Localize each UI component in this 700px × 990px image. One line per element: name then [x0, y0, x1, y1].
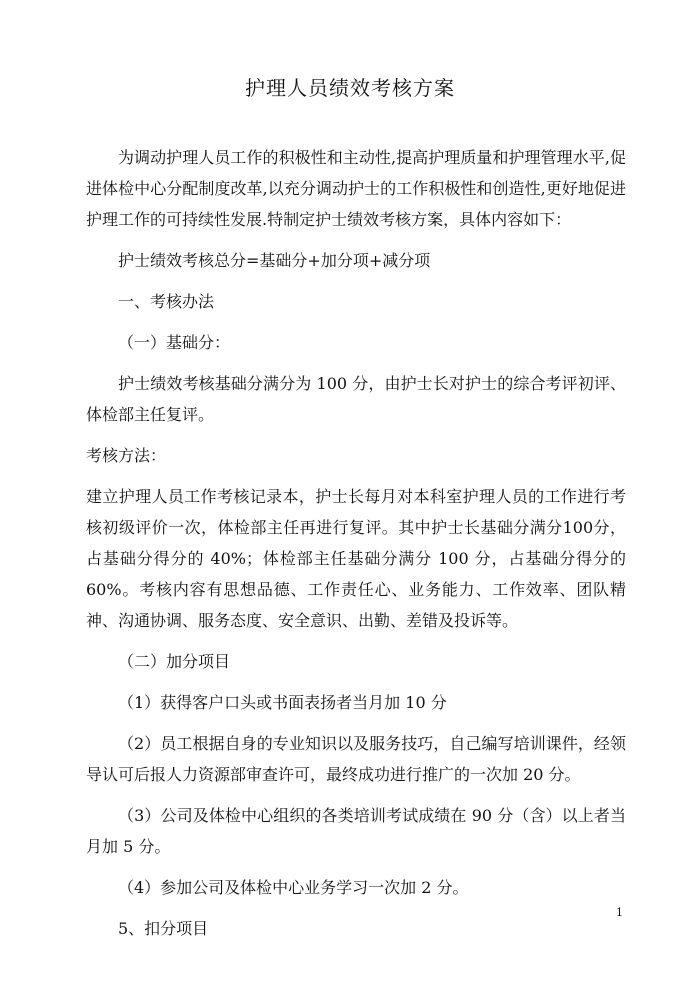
bonus-item-1: （1）获得客户口头或书面表扬者当月加 10 分	[118, 693, 447, 712]
method-label: 考核方法：	[86, 446, 167, 465]
page-number: 1	[616, 906, 623, 919]
subsection-heading-bonus-items: （二）加分项目	[118, 652, 231, 671]
intro-paragraph: 为调动护理人员工作的积极性和主动性,提高护理质量和护理管理水平,促进体检中心分配制度改革,以充分调动护士的工作积极性和创造性,更好地促进护理工作的可持续性发展.特制定护士绩效考核方案，具体内容如下：	[86, 148, 626, 229]
document-title: 护理人员绩效考核方案	[245, 76, 455, 100]
bonus-item-4: （4）参加公司及体检中心业务学习一次加 2 分。	[118, 878, 469, 897]
subsection-heading-base-score: （一）基础分：	[118, 333, 231, 352]
bonus-item-2: （2）员工根据自身的专业知识以及服务技巧，自己编写培训课件，经领导认可后报人力资源部审查许可，最终成功进行推广的一次加 20 分。	[86, 734, 626, 784]
method-paragraph: 建立护理人员工作考核记录本，护士长每月对本科室护理人员的工作进行考核初级评价一次，体检部主任再进行复评。其中护士长基础分满分100分，占基础分得分的 40%；体检部主任基础分满分 100 分，占基础分得分的 60%。考核内容有思想品德、工作责任心、业务能力、工作效率、团队精神、沟通协调、服务态度、安全意识、出勤、差错及投诉等。	[86, 487, 626, 630]
section-heading-deduction-items: 5、扣分项目	[118, 919, 209, 938]
section-heading-assessment-method: 一、考核办法	[118, 292, 215, 311]
score-formula: 护士绩效考核总分=基础分+加分项+减分项	[118, 251, 431, 270]
base-score-paragraph: 护士绩效考核基础分满分为 100 分，由护士长对护士的综合考评初评、体检部主任复评。	[86, 374, 626, 424]
bonus-item-3: （3）公司及体检中心组织的各类培训考试成绩在 90 分（含）以上者当月加 5 分。	[86, 806, 626, 856]
document-body	[86, 142, 626, 944]
